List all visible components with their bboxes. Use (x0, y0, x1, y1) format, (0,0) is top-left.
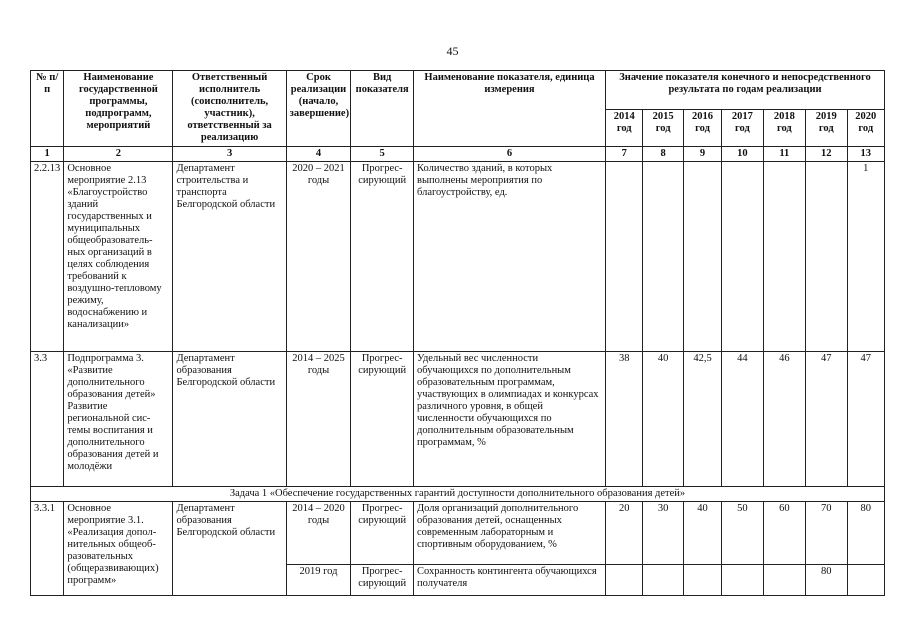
row-value: 80 (806, 565, 847, 596)
row-value (606, 162, 643, 352)
task-title: Задача 1 «Обеспечение государственных гарантий доступности дополнительного образования детей» (31, 487, 885, 502)
row-value: 38 (606, 352, 643, 487)
row-value: 46 (763, 352, 805, 487)
row-indicator: Количество зданий, в которых выполнены мероприятия по благоустройству, ед. (414, 162, 606, 352)
row-value: 47 (806, 352, 847, 487)
row-indicator: Доля организаций дополнительного образования детей, оснащенных современным лабораторным и спортивным оборудованием, % (414, 502, 606, 565)
col-number: 7 (606, 147, 643, 162)
col-number: 10 (722, 147, 763, 162)
row-name: Подпрограмма 3. «Развитие дополнительного образования детей» Развитие региональной сис-темы воспитания и дополнительного образования детей и молодёжи (64, 352, 173, 487)
row-num: 2.2.13 (31, 162, 64, 352)
year-2018: 2018 год (763, 110, 805, 147)
row-value: 40 (683, 502, 721, 565)
col-number: 12 (806, 147, 847, 162)
row-indicator: Сохранность контингента обучающихся получателя (414, 565, 606, 596)
row-name: Основное мероприятие 2.13 «Благоустройство зданий государственных и муниципальных общеобразователь-ных организаций в целях соблюдения требований к воздушно-тепловому режиму, водоснабжению и канализации» (64, 162, 173, 352)
row-value (763, 565, 805, 596)
row-executor: Департамент образования Белгородской области (173, 502, 286, 596)
row-value (722, 565, 763, 596)
table-row (31, 352, 885, 487)
row-value (683, 565, 721, 596)
row-name: Основное мероприятие 3.1. «Реализация допол-нительных общеоб-разовательных (общеразвивающих) программ» (64, 502, 173, 596)
row-term: 2014 – 2020 годы (286, 502, 351, 565)
table-row (31, 162, 885, 352)
column-numbers-row (31, 147, 885, 162)
row-value: 20 (606, 502, 643, 565)
row-term: 2020 – 2021 годы (286, 162, 351, 352)
row-value: 60 (763, 502, 805, 565)
header-term: Срок реализации (начало, завершение) (286, 71, 351, 147)
header-executor: Ответственный исполнитель (соисполнитель, участник), ответственный за реализацию (173, 71, 286, 147)
row-value: 40 (643, 352, 683, 487)
table-row (31, 502, 885, 565)
year-2017: 2017 год (722, 110, 763, 147)
row-value: 47 (847, 352, 885, 487)
row-num: 3.3.1 (31, 502, 64, 596)
row-value (643, 565, 683, 596)
col-number: 11 (763, 147, 805, 162)
col-number: 5 (351, 147, 414, 162)
header-type: Вид показателя (351, 71, 414, 147)
col-number: 4 (286, 147, 351, 162)
row-value: 42,5 (683, 352, 721, 487)
year-2019: 2019 год (806, 110, 847, 147)
row-value (847, 565, 885, 596)
row-value: 30 (643, 502, 683, 565)
year-2020: 2020 год (847, 110, 885, 147)
col-number: 9 (683, 147, 721, 162)
col-number: 1 (31, 147, 64, 162)
row-value (722, 162, 763, 352)
col-number: 13 (847, 147, 885, 162)
row-value (643, 162, 683, 352)
page-number: 45 (446, 44, 459, 58)
program-table (30, 70, 885, 596)
col-number: 6 (414, 147, 606, 162)
task-row (31, 487, 885, 502)
row-indicator: Удельный вес численности обучающихся по дополнительным образовательным программам, участвующих в олимпиадах и конкурсах различного уровня, в общей численности обучающихся по дополнительным образовательным программам, % (414, 352, 606, 487)
row-term: 2019 год (286, 565, 351, 596)
row-type: Прогрес-сирующий (351, 502, 414, 565)
header-num: № п/п (31, 71, 64, 147)
header-indicator: Наименование показателя, единица измерения (414, 71, 606, 147)
row-value: 1 (847, 162, 885, 352)
row-value (683, 162, 721, 352)
row-type: Прогрес-сирующий (351, 352, 414, 487)
row-type: Прогрес-сирующий (351, 565, 414, 596)
year-2015: 2015 год (643, 110, 683, 147)
header-row (31, 71, 885, 110)
row-term: 2014 – 2025 годы (286, 352, 351, 487)
col-number: 3 (173, 147, 286, 162)
row-value: 50 (722, 502, 763, 565)
col-number: 8 (643, 147, 683, 162)
row-num: 3.3 (31, 352, 64, 487)
header-name: Наименование государственной программы, подпрограмм, мероприятий (64, 71, 173, 147)
header-values-title: Значение показателя конечного и непосредственного результата по годам реализации (606, 71, 885, 110)
row-value: 70 (806, 502, 847, 565)
row-value: 80 (847, 502, 885, 565)
row-value (763, 162, 805, 352)
year-2014: 2014 год (606, 110, 643, 147)
row-executor: Департамент строительства и транспорта Белгородской области (173, 162, 286, 352)
col-number: 2 (64, 147, 173, 162)
row-value (806, 162, 847, 352)
row-value (606, 565, 643, 596)
row-executor: Департамент образования Белгородской области (173, 352, 286, 487)
row-type: Прогрес-сирующий (351, 162, 414, 352)
row-value: 44 (722, 352, 763, 487)
year-2016: 2016 год (683, 110, 721, 147)
